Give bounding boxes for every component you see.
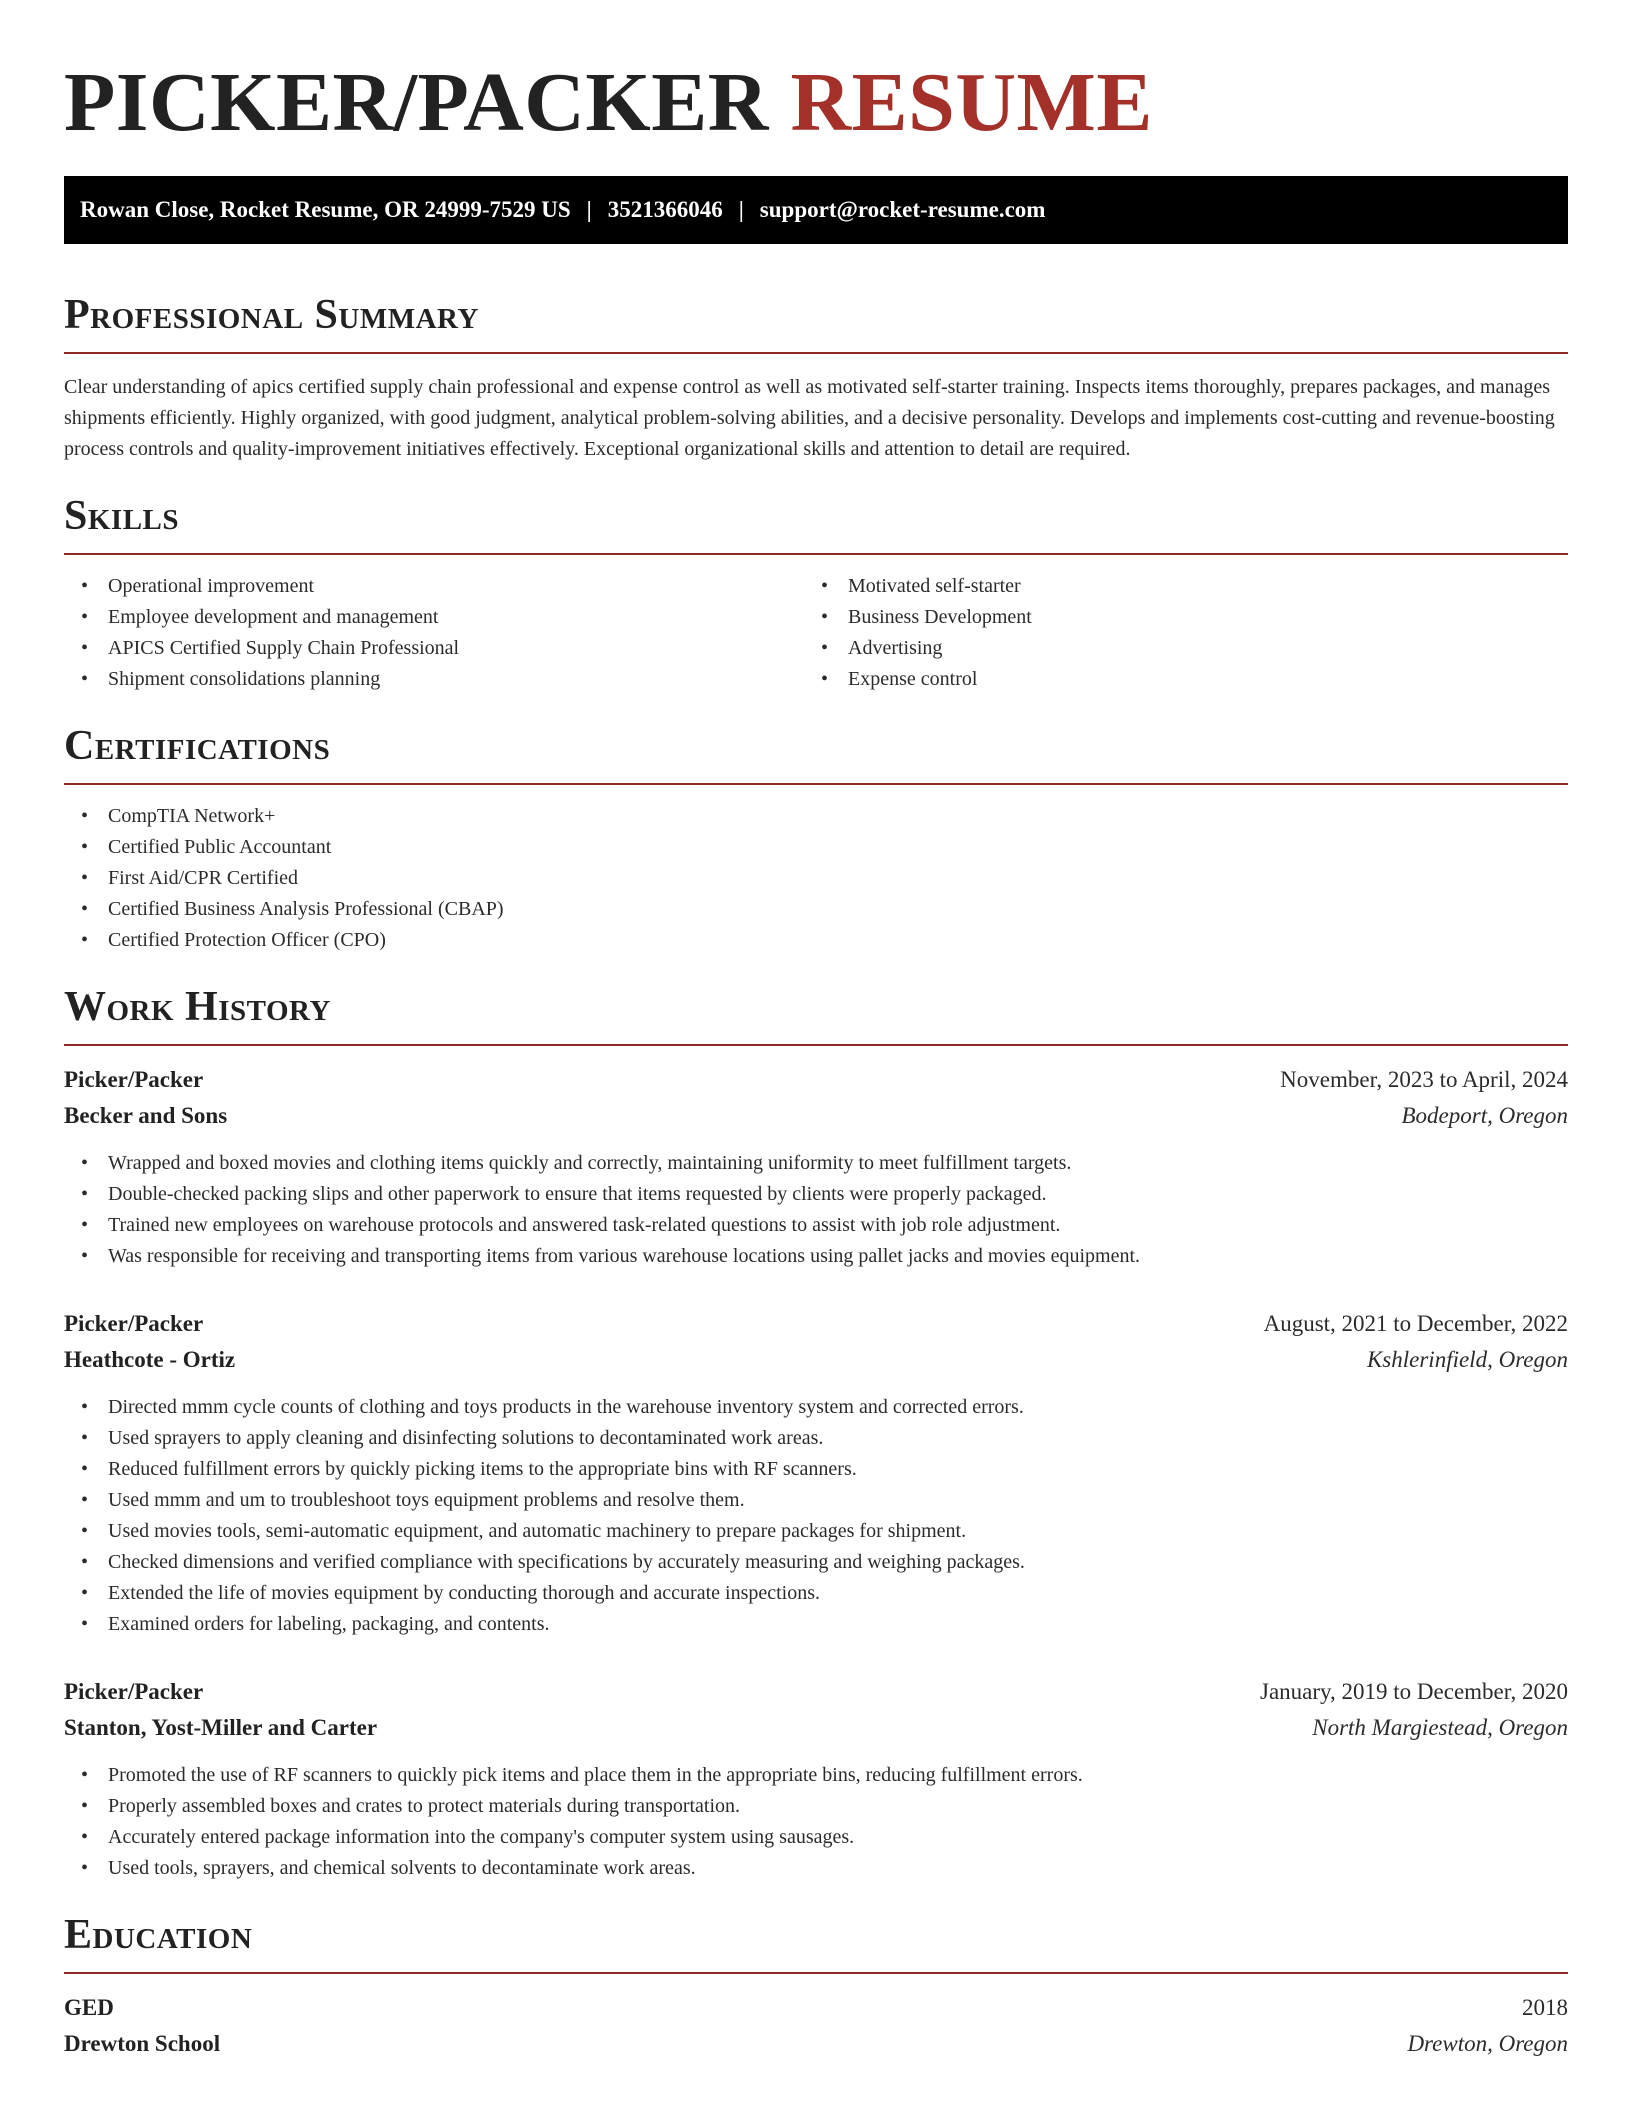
job-dates: January, 2019 to December, 2020 (1260, 1679, 1568, 1704)
job-company-row (64, 1342, 1568, 1378)
list-item: • Accurately entered package information into the company's computer system using sausages. (64, 1822, 1568, 1853)
skills-section (64, 491, 1568, 695)
list-item: • Wrapped and boxed movies and clothing items quickly and correctly, maintaining uniformity to meet fulfillment targets. (64, 1148, 1568, 1179)
summary-section (64, 290, 1568, 465)
list-item: • Checked dimensions and verified compliance with specifications by accurately measuring and weighing packages. (64, 1547, 1568, 1578)
resume-page (64, 0, 1568, 2062)
job-entry (64, 1674, 1568, 1884)
education-school: Drewton School (64, 2031, 221, 2056)
job-company: Becker and Sons (64, 1103, 228, 1128)
education-school-row (64, 2026, 1568, 2062)
job-bullets (64, 1760, 1568, 1884)
job-bullets (64, 1392, 1568, 1640)
list-item: • Certified Public Accountant (64, 832, 1568, 863)
contact-separator: | (586, 197, 592, 222)
list-item: • Was responsible for receiving and transporting items from various warehouse locations using pallet jacks and movies equipment. (64, 1241, 1568, 1272)
list-item: • Trained new employees on warehouse protocols and answered task-related questions to assist with job role adjustment. (64, 1210, 1568, 1241)
list-item: • APICS Certified Supply Chain Professional (64, 633, 804, 664)
contact-phone: 3521366046 (607, 197, 723, 222)
list-item: • Used mmm and um to troubleshoot toys equipment problems and resolve them. (64, 1485, 1568, 1516)
list-item: • Double-checked packing slips and other paperwork to ensure that items requested by clients were properly packaged. (64, 1179, 1568, 1210)
job-dates: August, 2021 to December, 2022 (1263, 1311, 1568, 1336)
job-title: Picker/Packer (64, 1679, 204, 1704)
summary-text: Clear understanding of apics certified supply chain professional and expense control as well as motivated self-starter training. Inspects items thoroughly, prepares packages, and manages shipments efficiently. Highly organized, with good judgment, analytical problem-solving abilities, and a decisive personality. Develops and implements cost-cutting and revenue-boosting process controls and quality-improvement initiatives effectively. Exceptional organizational skills and attention to detail are required. (64, 376, 1555, 460)
list-item: • Properly assembled boxes and crates to protect materials during transportation. (64, 1791, 1568, 1822)
list-item: • Reduced fulfillment errors by quickly picking items to the appropriate bins with RF scanners. (64, 1454, 1568, 1485)
list-item: • Certified Business Analysis Professional (CBAP) (64, 894, 1568, 925)
section-heading-work-history: Work History (64, 984, 331, 1030)
list-item: • Expense control (804, 664, 1544, 695)
section-divider (64, 553, 1568, 555)
section-heading-skills: Skills (64, 493, 180, 539)
job-title: Picker/Packer (64, 1067, 204, 1092)
education-degree-row (64, 1990, 1568, 2026)
section-heading-education: Education (64, 1912, 253, 1958)
list-item: • Motivated self-starter (804, 571, 1544, 602)
contact-separator: | (738, 197, 744, 222)
job-header-row (64, 1062, 1568, 1098)
section-divider (64, 1044, 1568, 1046)
job-header-row (64, 1674, 1568, 1710)
job-bullets (64, 1148, 1568, 1272)
job-location: Bodeport, Oregon (1401, 1103, 1568, 1128)
job-dates: November, 2023 to April, 2024 (1280, 1067, 1568, 1092)
job-company-row (64, 1098, 1568, 1134)
list-item: • Examined orders for labeling, packaging, and contents. (64, 1609, 1568, 1640)
list-item: • Advertising (804, 633, 1544, 664)
job-company: Heathcote - Ortiz (64, 1347, 236, 1372)
list-item: • Used movies tools, semi-automatic equipment, and automatic machinery to prepare packages for shipment. (64, 1516, 1568, 1547)
job-entry (64, 1062, 1568, 1272)
title-accent: RESUME (790, 56, 1153, 149)
job-header-row (64, 1306, 1568, 1342)
list-item: • Used tools, sprayers, and chemical solvents to decontaminate work areas. (64, 1853, 1568, 1884)
list-item: • Promoted the use of RF scanners to quickly pick items and place them in the appropriate bins, reducing fulfillment errors. (64, 1760, 1568, 1791)
education-section (64, 1910, 1568, 2062)
job-location: North Margiestead, Oregon (1312, 1715, 1568, 1740)
contact-email: support@rocket-resume.com (759, 197, 1046, 222)
list-item: • Business Development (804, 602, 1544, 633)
work-history-section (64, 982, 1568, 1884)
list-item: • Extended the life of movies equipment by conducting thorough and accurate inspections. (64, 1578, 1568, 1609)
contact-address: Rowan Close, Rocket Resume, OR 24999-7529 US (80, 197, 571, 222)
job-company: Stanton, Yost-Miller and Carter (64, 1715, 378, 1740)
job-company-row (64, 1710, 1568, 1746)
certifications-list (64, 801, 1568, 956)
contact-bar (64, 176, 1568, 244)
list-item: • Directed mmm cycle counts of clothing and toys products in the warehouse inventory system and corrected errors. (64, 1392, 1568, 1423)
list-item: • Employee development and management (64, 602, 804, 633)
section-divider (64, 352, 1568, 354)
list-item: • Shipment consolidations planning (64, 664, 804, 695)
skills-columns (64, 571, 1568, 695)
list-item: • Operational improvement (64, 571, 804, 602)
education-degree: GED (64, 1995, 114, 2020)
list-item: • Used sprayers to apply cleaning and disinfecting solutions to decontaminated work areas. (64, 1423, 1568, 1454)
title-main: PICKER/PACKER (64, 56, 769, 149)
job-location: Kshlerinfield, Oregon (1366, 1347, 1568, 1372)
job-title: Picker/Packer (64, 1311, 204, 1336)
job-entry (64, 1306, 1568, 1640)
section-divider (64, 1972, 1568, 1974)
skills-list-left (64, 571, 804, 695)
skills-list-right (804, 571, 1544, 695)
resume-title (64, 0, 1568, 150)
list-item: • Certified Protection Officer (CPO) (64, 925, 1568, 956)
education-location: Drewton, Oregon (1407, 2031, 1568, 2056)
education-year: 2018 (1522, 1995, 1568, 2020)
section-heading-summary: Professional Summary (64, 292, 479, 338)
list-item: • CompTIA Network+ (64, 801, 1568, 832)
section-heading-certifications: Certifications (64, 723, 331, 769)
education-entry (64, 1990, 1568, 2062)
section-divider (64, 783, 1568, 785)
list-item: • First Aid/CPR Certified (64, 863, 1568, 894)
certifications-section (64, 721, 1568, 956)
